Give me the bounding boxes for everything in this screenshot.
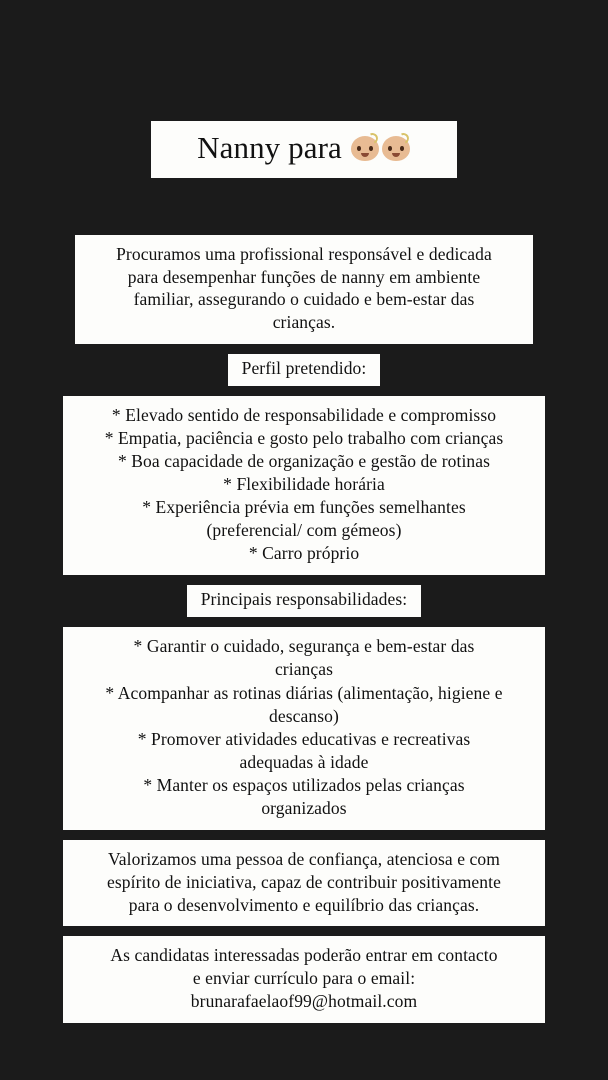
intro-line: familiar, assegurando o cuidado e bem-estar das xyxy=(133,289,475,310)
title-plate xyxy=(151,121,457,178)
intro-line: Procuramos uma profissional responsável e dedicada xyxy=(116,243,492,264)
list-item: adequadas à idade xyxy=(239,751,369,772)
contact-email[interactable]: brunarafaelaof99@hotmail.com xyxy=(190,990,418,1011)
list-item: * Garantir o cuidado, segurança e bem-estar das xyxy=(133,636,475,657)
title-row xyxy=(165,128,443,169)
list-item: * Manter os espaços utilizados pelas crianças xyxy=(143,774,465,795)
list-item: * Promover atividades educativas e recreativas xyxy=(137,728,471,749)
note-line: espírito de iniciativa, capaz de contribuir positivamente xyxy=(107,871,501,892)
profile-list xyxy=(63,396,545,576)
responsibilities-section-label: Principais responsabilidades: xyxy=(187,585,422,617)
list-item: * Carro próprio xyxy=(248,543,360,564)
list-item: organizados xyxy=(261,797,347,818)
note-line: Valorizamos uma pessoa de confiança, atenciosa e com xyxy=(108,849,500,870)
contact-paragraph xyxy=(63,936,545,1022)
list-item: (preferencial/ com gémeos) xyxy=(206,520,402,541)
responsibilities-list xyxy=(63,627,545,830)
baby-icon xyxy=(350,133,380,163)
note-line: para o desenvolvimento e equilíbrio das crianças. xyxy=(128,894,480,915)
baby-emoji-pair xyxy=(350,133,411,163)
contact-line: e enviar currículo para o email: xyxy=(192,968,416,989)
list-item: * Acompanhar as rotinas diárias (alimentação, higiene e xyxy=(105,682,503,703)
baby-icon xyxy=(381,133,411,163)
list-item: crianças xyxy=(274,659,334,680)
list-item: * Empatia, paciência e gosto pelo trabalho com crianças xyxy=(104,427,504,448)
intro-paragraph xyxy=(75,235,533,344)
list-item: descanso) xyxy=(269,705,339,726)
intro-line: crianças. xyxy=(272,312,336,333)
page-title: Nanny para xyxy=(197,130,342,165)
list-item: * Elevado sentido de responsabilidade e compromisso xyxy=(111,404,497,425)
list-item: * Experiência prévia em funções semelhantes xyxy=(142,497,466,518)
contact-line: As candidatas interessadas poderão entrar em contacto xyxy=(110,945,498,966)
intro-line: para desempenhar funções de nanny em ambiente xyxy=(127,266,481,287)
list-item: * Flexibilidade horária xyxy=(223,474,385,495)
values-paragraph xyxy=(63,840,545,926)
list-item: * Boa capacidade de organização e gestão de rotinas xyxy=(117,450,491,471)
profile-section-label: Perfil pretendido: xyxy=(228,354,381,386)
